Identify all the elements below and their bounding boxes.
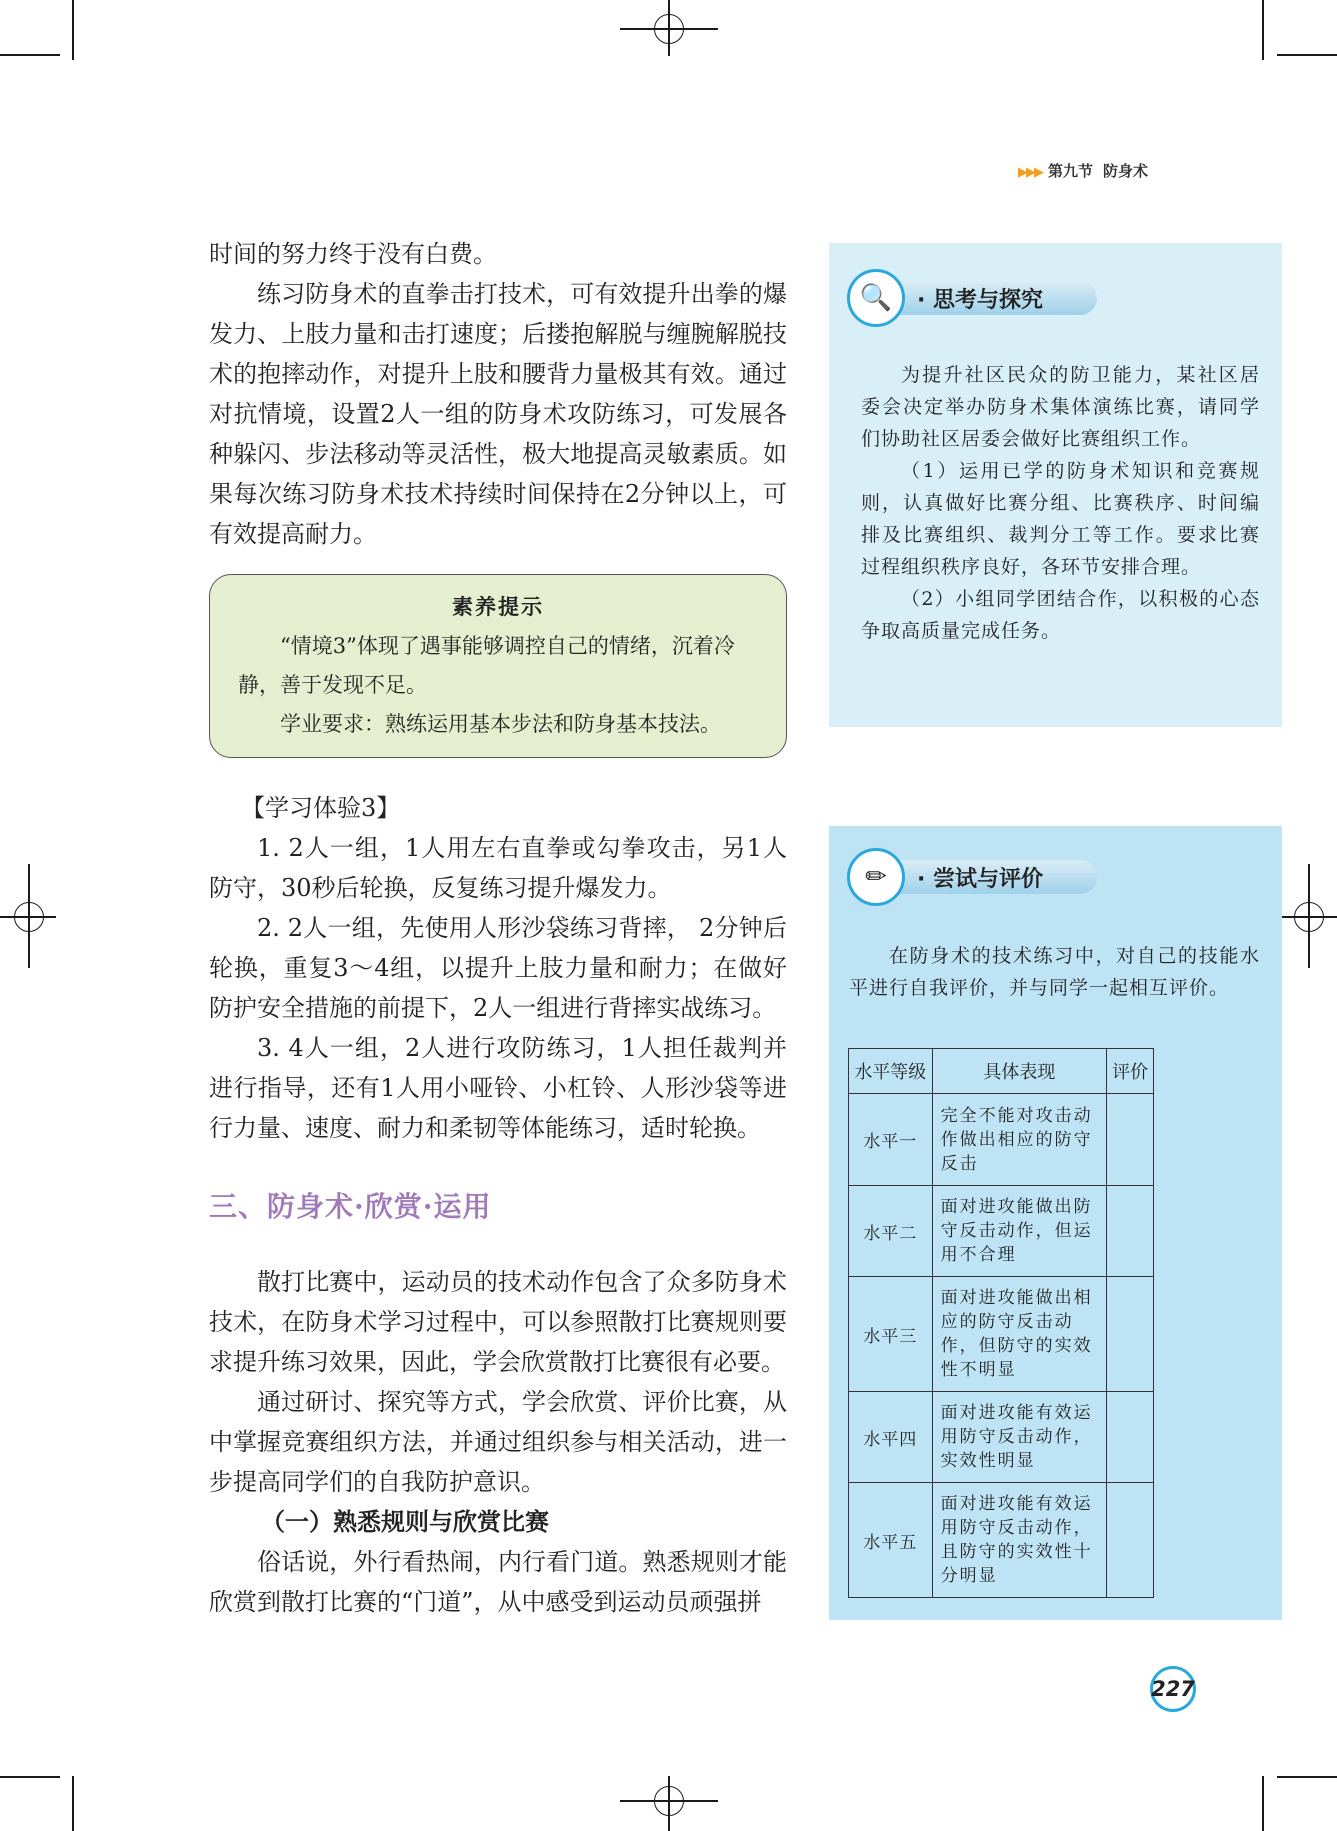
- main-text-lower: [209, 1262, 787, 1622]
- table-header-row: [849, 1049, 1154, 1094]
- crop-mark: [0, 1776, 60, 1778]
- description-cell: 面对进攻能做出相应的防守反击动作，但防守的实效性不明显: [932, 1277, 1107, 1392]
- level-cell: 水平五: [849, 1483, 933, 1598]
- table-row: [849, 1186, 1154, 1277]
- table-header: 水平等级: [849, 1049, 933, 1094]
- tip-text: “情境3”体现了遇事能够调控自己的情绪，沉着冷静，善于发现不足。: [238, 634, 735, 697]
- think-explore-panel: [829, 243, 1282, 727]
- subsection-heading: （一）熟悉规则与欣赏比赛: [261, 1507, 549, 1536]
- table-row: [849, 1277, 1154, 1392]
- triple-arrow-icon: ▶▶▶: [1018, 165, 1042, 180]
- running-header: [1018, 160, 1148, 181]
- evaluation-table: [848, 1048, 1154, 1598]
- table-row: [849, 1094, 1154, 1186]
- level-cell: 水平四: [849, 1392, 933, 1483]
- score-cell[interactable]: [1107, 1483, 1154, 1598]
- paragraph: 时间的努力终于没有白费。: [209, 240, 497, 268]
- level-cell: 水平二: [849, 1186, 933, 1277]
- registration-circle-bottom: [654, 1786, 684, 1816]
- literacy-tip-box: [209, 574, 787, 758]
- panel-paragraph: （2）小组同学团结合作，以积极的心态争取高质量完成任务。: [861, 588, 1260, 642]
- tip-requirement: 学业要求：熟练运用基本步法和防身基本技法。: [280, 712, 721, 736]
- score-cell[interactable]: [1107, 1277, 1154, 1392]
- pencil-book-icon: ✏: [847, 848, 905, 906]
- paragraph: 散打比赛中，运动员的技术动作包含了众多防身术技术，在防身术学习过程中，可以参照散打比赛规则要求提升练习效果，因此，学会欣赏散打比赛很有必要。: [209, 1268, 787, 1376]
- table-header: 具体表现: [932, 1049, 1107, 1094]
- paragraph: 练习防身术的直拳击打技术，可有效提升出拳的爆发力、上肢力量和击打速度；后搂抱解脱与缠腕解脱技术的抱摔动作，对提升上肢和腰背力量极其有效。通过对抗情境，设置2人一组的防身术攻防练习，可发展各种躲闪、步法移动等灵活性，极大地提高灵敏素质。如果每次练习防身术技术持续时间保持在2分钟以上，可有效提高耐力。: [209, 280, 787, 548]
- crop-mark: [1277, 1776, 1337, 1778]
- score-cell[interactable]: [1107, 1094, 1154, 1186]
- try-evaluate-badge: [847, 852, 1217, 902]
- think-explore-badge: [847, 273, 1217, 323]
- page-number: 227: [1150, 1666, 1196, 1712]
- paragraph: 俗话说，外行看热闹，内行看门道。熟悉规则才能欣赏到散打比赛的“门道”，从中感受到运动员顽强拼: [209, 1548, 787, 1616]
- header-topic: 防身术: [1103, 162, 1149, 180]
- description-cell: 面对进攻能有效运用防守反击动作，且防守的实效性十分明显: [932, 1483, 1107, 1598]
- table-header: 评价: [1107, 1049, 1154, 1094]
- crop-mark: [72, 1776, 74, 1831]
- experience-title: 【学习体验3】: [241, 794, 401, 822]
- experience-item: 1. 2人一组，1人用左右直拳或勾拳攻击，另1人防守，30秒后轮换，反复练习提升爆发力。: [209, 834, 787, 902]
- registration-circle-top: [654, 14, 684, 44]
- tip-title: 素养提示: [452, 594, 544, 619]
- registration-circle-left: [14, 902, 44, 932]
- experience-item: 3. 4人一组，2人进行攻防练习，1人担任裁判并进行指导，还有1人用小哑铃、小杠铃、人形沙袋等进行力量、速度、耐力和柔韧等体能练习，适时轮换。: [209, 1034, 787, 1142]
- experience-item: 2. 2人一组，先使用人形沙袋练习背摔， 2分钟后轮换，重复3～4组，以提升上肢力量和耐力；在做好防护安全措施的前提下，2人一组进行背摔实战练习。: [209, 914, 787, 1022]
- crop-mark: [72, 0, 74, 60]
- description-cell: 面对进攻能有效运用防守反击动作，实效性明显: [932, 1392, 1107, 1483]
- crop-mark: [1262, 1776, 1264, 1831]
- score-cell[interactable]: [1107, 1392, 1154, 1483]
- table-row: [849, 1483, 1154, 1598]
- level-cell: 水平三: [849, 1277, 933, 1392]
- panel-body: [861, 359, 1260, 647]
- level-cell: 水平一: [849, 1094, 933, 1186]
- learning-experience: [209, 788, 787, 1148]
- crop-mark: [0, 54, 60, 56]
- crop-mark: [1277, 54, 1337, 56]
- crop-mark: [1262, 0, 1264, 60]
- description-cell: 完全不能对攻击动作做出相应的防守反击: [932, 1094, 1107, 1186]
- header-section: 第九节: [1048, 162, 1094, 180]
- section-heading: 三、防身术·欣赏·运用: [209, 1190, 492, 1223]
- panel-title: · 思考与探究: [917, 287, 1044, 313]
- main-text-upper: [209, 234, 787, 554]
- try-evaluate-panel: [829, 826, 1282, 1620]
- panel-paragraph: 为提升社区民众的防卫能力，某社区居委会决定举办防身术集体演练比赛，请同学们协助社区居委会做好比赛组织工作。: [861, 364, 1260, 450]
- table-row: [849, 1392, 1154, 1483]
- panel-paragraph: 在防身术的技术练习中，对自己的技能水平进行自我评价，并与同学一起相互评价。: [849, 945, 1260, 999]
- registration-circle-right: [1294, 902, 1324, 932]
- panel-title: · 尝试与评价: [917, 866, 1044, 892]
- paragraph: 通过研讨、探究等方式，学会欣赏、评价比赛，从中掌握竞赛组织方法，并通过组织参与相关活动，进一步提高同学们的自我防护意识。: [209, 1388, 787, 1496]
- score-cell[interactable]: [1107, 1186, 1154, 1277]
- magnifier-book-icon: 🔍: [847, 269, 905, 327]
- description-cell: 面对进攻能做出防守反击动作，但运用不合理: [932, 1186, 1107, 1277]
- panel-paragraph: （1）运用已学的防身术知识和竞赛规则，认真做好比赛分组、比赛秩序、时间编排及比赛组织、裁判分工等工作。要求比赛过程组织秩序良好，各环节安排合理。: [861, 460, 1260, 578]
- panel-intro: [849, 940, 1260, 1004]
